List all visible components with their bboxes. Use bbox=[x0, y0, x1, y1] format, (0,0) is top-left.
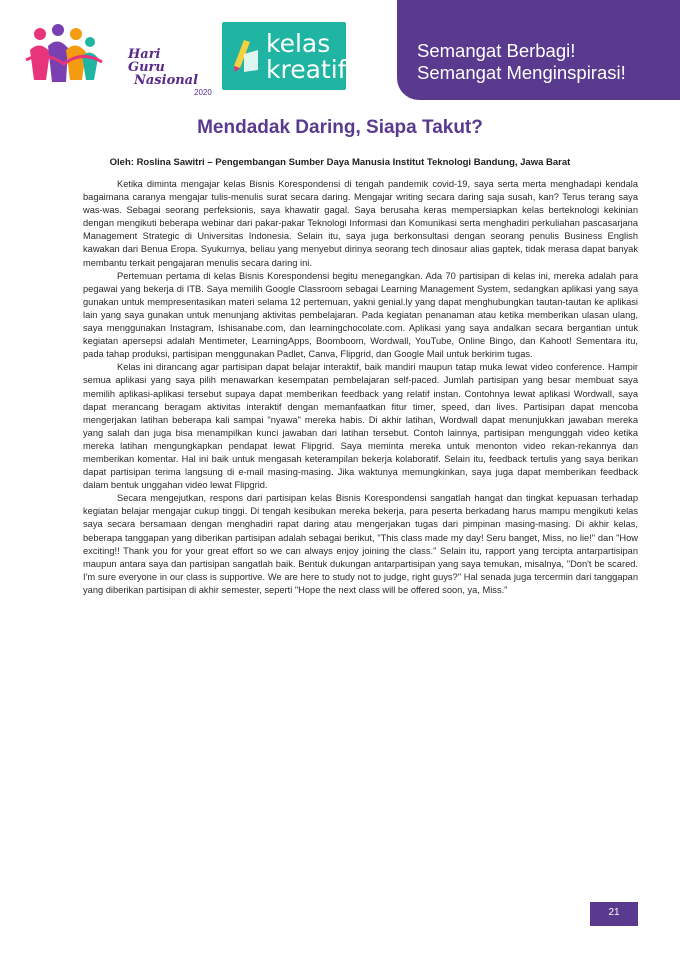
paragraph-2: Pertemuan pertama di kelas Bisnis Korespondensi begitu menegangkan. Ada 70 partisipan di kelas ini, mereka adalah para pegawai yang bekerja di ITB. Saya memilih Google Classroom sebagai Learning Management System, sedangkan aplikasi yang saya gunakan untuk mempresentasikan materi selama 12 pertemuan, yakni genial.ly yang dapat menghubungkan tautan-tautan ke aplikasi lain yang saya gunakan untuk menunjang aktivitas pembelajaran. Pada kegiatan penanaman atau ketika memberikan ulasan ulang, saya menggunakan Instagram, Ishisanabe.com, dan learningchocolate.com. Aplikasi yang saya andalkan secara bergantian untuk kegiatan apersepsi adalah Mentimeter, LearningApps, Boomboom, Wordwall, YouTube, Online Bingo, dan Kahoot! Sementara itu, pada tahap produksi, partisipan menggunakan Padlet, Canva, Flipgrid, dan Google Mail untuk berkirim tugas. bbox=[83, 270, 638, 360]
slogan-text bbox=[417, 40, 626, 84]
kelas-wordmark: kelas bbox=[266, 29, 331, 58]
hari-guru-nasional-logo bbox=[24, 20, 212, 97]
hgn-line2: Nasional bbox=[134, 73, 199, 88]
paragraph-3: Kelas ini dirancang agar partisipan dapat belajar interaktif, baik mandiri maupun tatap muka lewat video conference. Hampir semua aplikasi yang saya pilih menawarkan kesempatan pembelajaran self-paced. Jumlah partisipan yang besar membuat saya memilih aplikasi-aplikasi tersebut supaya dapat memberikan feedback yang relatif instan. Contohnya lewat aplikasi Wordwall, saya dapat merancang beragam aktivitas interaktif dengan memanfaatkan fitur timer, speed, dan lives. Partisipan dapat mencoba mengerjakan latihan beberapa kali sampai "nyawa" mereka habis. Di akhir latihan, Wordwall dapat menunjukkan jawaban mereka yang salah dan juga bisa menampilkan kunci jawaban dari latihan tersebut. Contoh lainnya, partisipan mengunggah video ketika mereka latihan mengungkapkan pendapat lewat Flipgrid. Saya meminta mereka untuk menonton video rekan-rekannya dan memberikan komentar. Hal ini baik untuk mengasah keterampilan bekerja kolaboratif. Selain itu, feedback tertulis yang saya berikan dapat partisipan terima langsung di e-mail masing-masing. Jika waktunya memungkinkan, saya juga dapat memberikan feedback dalam bentuk unggahan video lewat Flipgrid. bbox=[83, 362, 638, 491]
hgn-year: 2020 bbox=[194, 88, 212, 97]
hari-guru-nasional-wordmark bbox=[128, 48, 198, 87]
article-title: Mendadak Daring, Siapa Takut? bbox=[197, 117, 483, 138]
article-body bbox=[83, 178, 638, 597]
paragraph-4: Secara mengejutkan, respons dari partisipan kelas Bisnis Korespondensi sangatlah hangat dan tingkat kepuasan terhadap kegiatan belajar mengajar cukup tinggi. Di tengah kesibukan mereka bekerja, para peserta berkadang harus mampu mengikuti kelas saya secara bersamaan dengan menghadiri rapat daring atau mengerjakan tugas dari pimpinan masing-masing. Di akhir kelas, beberapa tanggapan yang diberikan partisipan adalah sebagai berikut, "This class made my day! Seru banget, Miss, no lie!" dan "How exciting!! Thank you for your great effort so we can always enjoy joining the class." Selain itu, rapport yang tercipta antarpartisipan maupun antara saya dan partisipan sangatlah baik. Bentuk dukungan antarpartisipan yang saya temukan, misalnya, "Don't be scared. I'm sure everyone in our class is supportive. We are here to study not to judge, right guys?" Hal senada juga tercermin dari tanggapan yang diberikan partisipan di akhir semester, seperti "Hope the next class will be offered soon, ya, Miss." bbox=[83, 493, 638, 595]
kelas-kreatif-logo bbox=[222, 22, 346, 90]
paragraph-1: Ketika diminta mengajar kelas Bisnis Korespondensi di tengah pandemik covid-19, saya serta merta menghadapi kendala bagaimana caranya mengajar tulis-menulis surat secara daring. Mengajar writing secara daring saja susah, kan? Terus terang saya was-was. Sebagai seorang perfeksionis, saya khawatir gagal. Saya berusaha keras mempersiapkan kelas berteknologi kekinian dengan mengikuti beberapa webinar dari pakar-pakar Teknologi Informasi dan Komunikasi serta menghadiri perkuliahan pascasarjana Management Strategic di Universitas Indonesia. Selain itu, saya juga berkonsultasi dengan seorang penulis Business English kawakan dari Benua Eropa. Syukurnya, beliau yang menyebut dirinya seorang tech dinosaur alias gaptek, tidak merasa dapat banyak membantu terkait pengajaran menulis secara daring ini. bbox=[83, 179, 638, 268]
page-header bbox=[0, 0, 680, 105]
kreatif-wordmark: kreatif bbox=[266, 55, 347, 84]
pencil-book-icon bbox=[230, 36, 260, 74]
slogan-banner bbox=[397, 0, 680, 100]
page-number-badge bbox=[590, 902, 638, 926]
people-figures-icon bbox=[24, 20, 104, 90]
slogan-line2: Semangat Menginspirasi! bbox=[417, 62, 626, 83]
hgn-line1: Hari Guru bbox=[128, 47, 165, 75]
page-number: 21 bbox=[608, 907, 620, 918]
slogan-line1: Semangat Berbagi! bbox=[417, 40, 576, 61]
article-byline: Oleh: Roslina Sawitri – Pengembangan Sumber Daya Manusia Institut Teknologi Bandung, Jawa Barat bbox=[109, 157, 571, 168]
